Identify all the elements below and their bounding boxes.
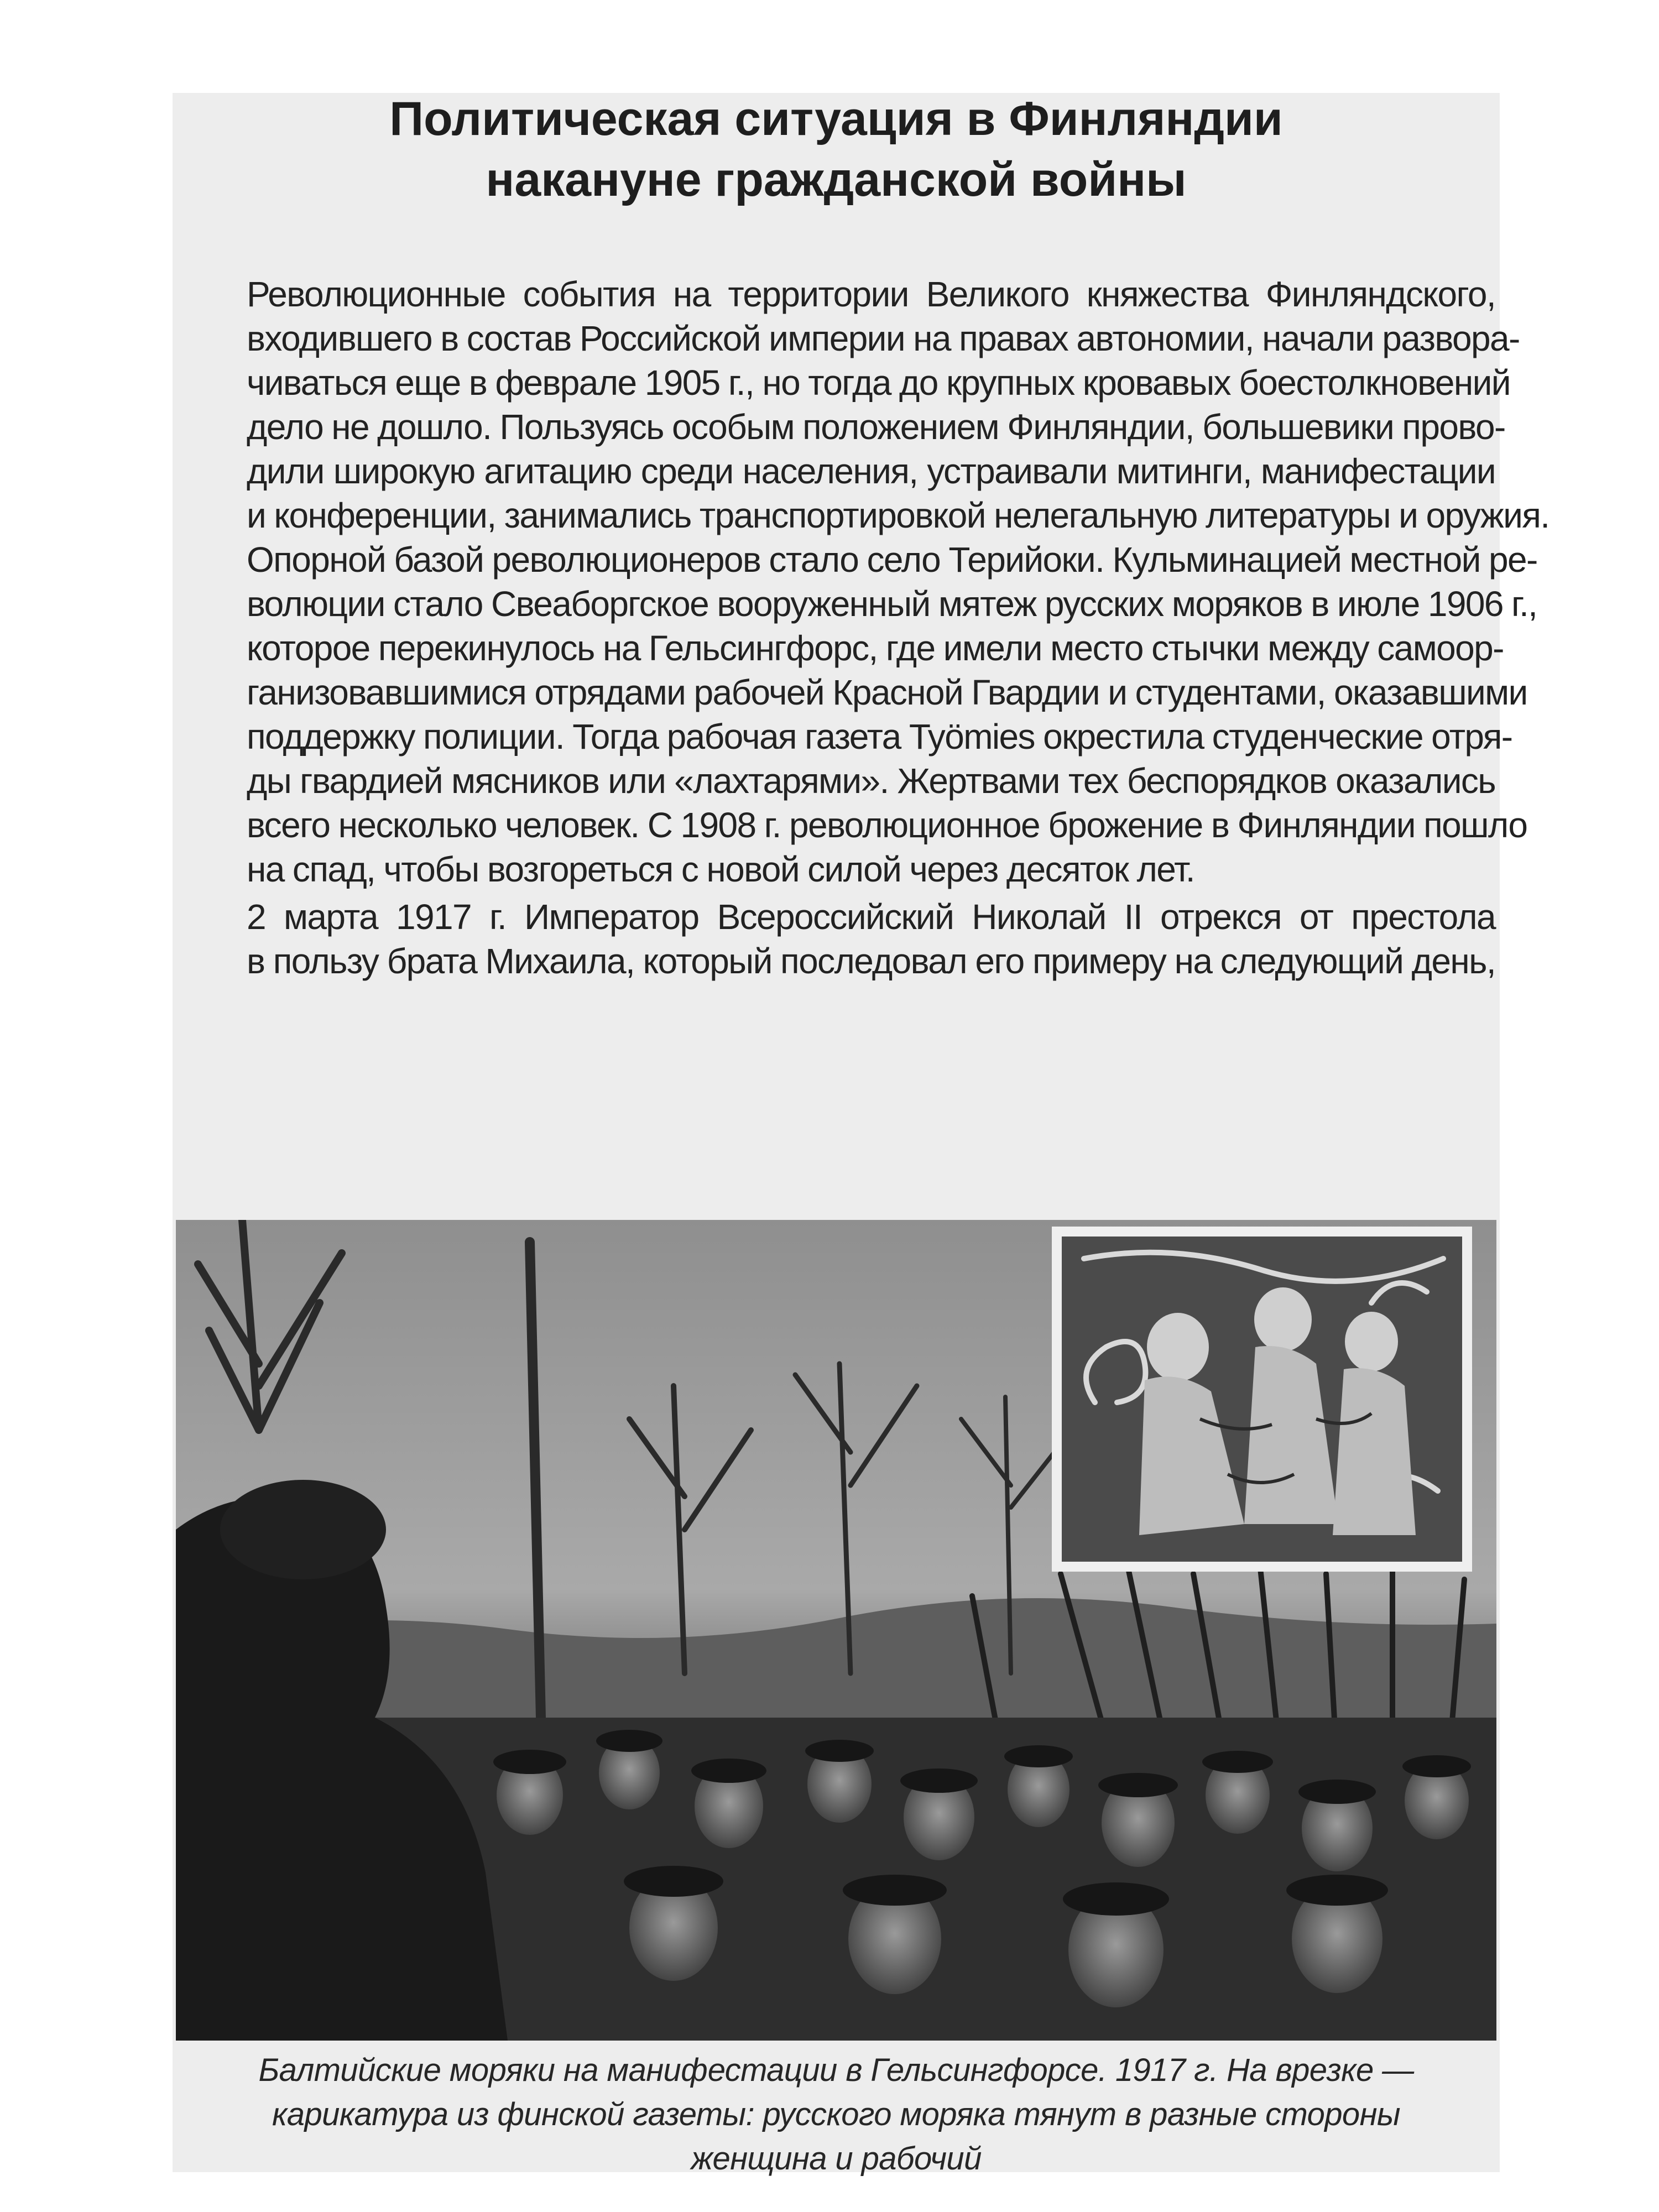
article-body xyxy=(176,272,1550,987)
text-line: Опорной базой революционеров стало село Терийоки. Кульминацией местной ре- xyxy=(247,540,1537,580)
paragraph xyxy=(176,895,1495,983)
text-line: дело не дошло. Пользуясь особым положением Финляндии, большевики прово- xyxy=(247,407,1505,447)
text-line: чиваться еще в феврале 1905 г., но тогда до крупных кровавых боестолкновений xyxy=(247,363,1510,403)
text-line: ды гвардией мясников или «лахтарями». Жертвами тех беспорядков оказались xyxy=(247,761,1495,801)
text-line: волюции стало Свеаборгское вооруженный мятеж русских моряков в июле 1906 г., xyxy=(247,584,1537,624)
text-line: входившего в состав Российской империи на правах автономии, начали развора- xyxy=(247,319,1520,358)
paragraph xyxy=(176,272,1550,891)
cartoon-illustration xyxy=(1062,1237,1462,1562)
text-line: Революционные события на территории Великого княжества Финляндского, xyxy=(247,274,1495,314)
text-line: которое перекинулось на Гельсингфорс, где имели место стычки между самоор- xyxy=(247,628,1504,668)
article-title xyxy=(173,88,1500,210)
text-line: на спад, чтобы возгореться с новой силой через десяток лет. xyxy=(247,849,1194,889)
newspaper-cartoon-inset xyxy=(1052,1227,1472,1572)
title-line: накануне гражданской войны xyxy=(486,153,1187,206)
text-line: дили широкую агитацию среди населения, устраивали митинги, манифестации xyxy=(247,451,1495,491)
cartoon-image xyxy=(1062,1237,1462,1562)
caption-line: женщина и рабочий xyxy=(691,2141,982,2177)
text-line: 2 марта 1917 г. Император Всероссийский Николай II отрекся от престола xyxy=(247,897,1495,937)
text-line: и конференции, занимались транспортировкой нелегальную литературы и оружия. xyxy=(247,495,1550,535)
photo-caption xyxy=(176,2048,1496,2181)
text-line: поддержку полиции. Тогда рабочая газета Työmies окрестила студенческие отря- xyxy=(247,717,1512,757)
text-line: в пользу брата Михаила, который последовал его примеру на следующий день, xyxy=(247,941,1495,981)
caption-line: Балтийские моряки на манифестации в Гельсингфорсе. 1917 г. На врезке — xyxy=(258,2052,1414,2088)
caption-line: карикатура из финской газеты: русского моряка тянут в разные стороны xyxy=(272,2096,1400,2132)
text-line: всего несколько человек. С 1908 г. революционное брожение в Финляндии пошло xyxy=(247,805,1527,845)
title-line: Политическая ситуация в Финляндии xyxy=(389,92,1283,145)
text-line: ганизовавшимися отрядами рабочей Красной Гвардии и студентами, оказавшими xyxy=(247,672,1527,712)
